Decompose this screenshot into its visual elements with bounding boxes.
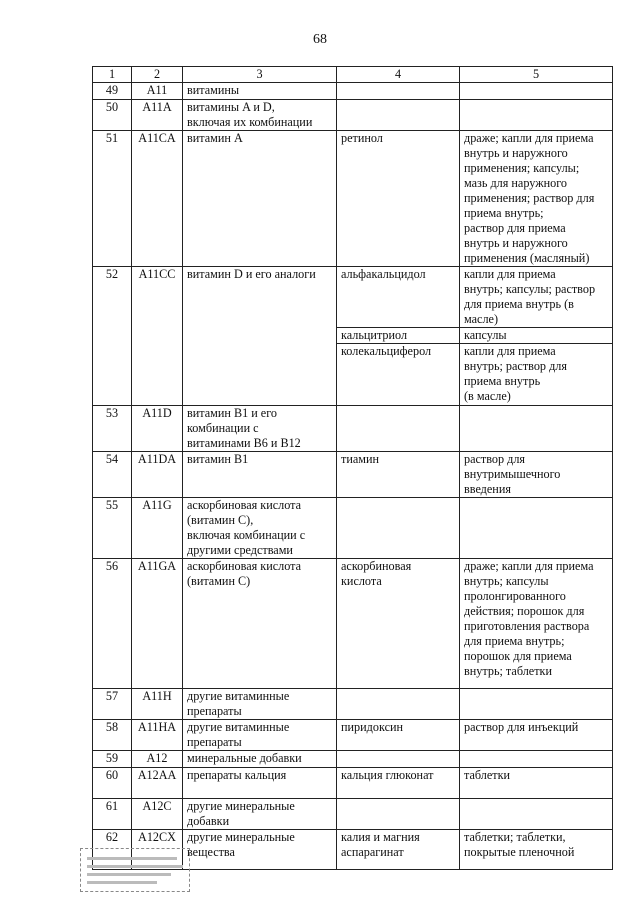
atc-code-cell: A11H [132, 689, 183, 720]
group-name-cell: витамины [183, 83, 337, 100]
substance-name-cell: кальция глюконат [337, 768, 460, 799]
row-number-cell: 50 [93, 100, 132, 131]
table-row [93, 406, 613, 452]
row-number-cell: 58 [93, 720, 132, 751]
dosage-form-cell: капли для приема внутрь; раствор для приема внутрь (в масле) [460, 344, 613, 406]
dosage-form-cell: драже; капли для приема внутрь и наружного применения; капсулы; мазь для наружного применения; раствор для приема внутрь; раствор для приема внутрь и наружного применения (масляный) [460, 131, 613, 267]
dosage-form-cell [460, 751, 613, 768]
substance-name-cell: альфакальцидол [337, 267, 460, 328]
table-row [93, 720, 613, 751]
row-number-cell: 62 [93, 830, 132, 870]
table-row [93, 100, 613, 131]
group-name-cell: другие витаминные препараты [183, 689, 337, 720]
substance-name-cell: аскорбиновая кислота [337, 559, 460, 689]
substance-name-cell: тиамин [337, 452, 460, 498]
group-name-cell: витамин B1 и его комбинации с витаминами B6 и B12 [183, 406, 337, 452]
dosage-form-cell [460, 406, 613, 452]
table-row [93, 452, 613, 498]
group-name-cell: препараты кальция [183, 768, 337, 799]
table-row [93, 498, 613, 559]
atc-code-cell: A11DA [132, 452, 183, 498]
table-row [93, 751, 613, 768]
dosage-form-cell [460, 689, 613, 720]
row-number-cell: 61 [93, 799, 132, 830]
table-row [93, 559, 613, 689]
dosage-form-cell: драже; капли для приема внутрь; капсулы пролонгированного действия; порошок для приготовления раствора для приема внутрь; порошок для приема внутрь; таблетки [460, 559, 613, 689]
substance-name-cell [337, 751, 460, 768]
atc-code-cell: A11HA [132, 720, 183, 751]
row-number-cell: 51 [93, 131, 132, 267]
medication-table [92, 66, 613, 870]
row-number-cell: 57 [93, 689, 132, 720]
substance-name-cell: ретинол [337, 131, 460, 267]
group-name-cell: аскорбиновая кислота (витамин C), включая комбинации с другими средствами [183, 498, 337, 559]
table-body [93, 83, 613, 870]
row-number-cell: 55 [93, 498, 132, 559]
group-name-cell: аскорбиновая кислота (витамин C) [183, 559, 337, 689]
atc-code-cell: A11CA [132, 131, 183, 267]
substance-name-cell [337, 498, 460, 559]
row-number-cell: 52 [93, 267, 132, 406]
header-col-5: 5 [460, 67, 613, 83]
group-name-cell: другие минеральные добавки [183, 799, 337, 830]
substance-name-cell [337, 100, 460, 131]
dosage-form-cell [460, 100, 613, 131]
dosage-form-cell: раствор для внутримышечного введения [460, 452, 613, 498]
row-number-cell: 54 [93, 452, 132, 498]
row-number-cell: 53 [93, 406, 132, 452]
substance-name-cell: калия и магния аспарагинат [337, 830, 460, 870]
header-row [93, 67, 613, 83]
dosage-form-cell [460, 799, 613, 830]
dosage-form-cell: капли для приема внутрь; капсулы; раствор для приема внутрь (в масле) [460, 267, 613, 328]
table-row [93, 131, 613, 267]
substance-name-cell: кальцитриол [337, 328, 460, 344]
row-number-cell: 59 [93, 751, 132, 768]
header-col-3: 3 [183, 67, 337, 83]
atc-code-cell: A11A [132, 100, 183, 131]
header-col-2: 2 [132, 67, 183, 83]
substance-name-cell [337, 406, 460, 452]
row-number-cell: 60 [93, 768, 132, 799]
dosage-form-cell: раствор для инъекций [460, 720, 613, 751]
atc-code-cell: A11GA [132, 559, 183, 689]
dosage-form-cell [460, 498, 613, 559]
group-name-cell: другие минеральные вещества [183, 830, 337, 870]
header-col-4: 4 [337, 67, 460, 83]
registration-stamp [80, 848, 190, 892]
dosage-form-cell [460, 83, 613, 100]
atc-code-cell: A11G [132, 498, 183, 559]
group-name-cell: другие витаминные препараты [183, 720, 337, 751]
group-name-cell: витамин A [183, 131, 337, 267]
table-row [93, 799, 613, 830]
substance-name-cell: колекальциферол [337, 344, 460, 406]
page-number: 68 [313, 32, 327, 47]
substance-name-cell [337, 799, 460, 830]
table-row [93, 689, 613, 720]
dosage-form-cell: таблетки; таблетки, покрытые пленочной [460, 830, 613, 870]
group-name-cell: витамины A и D, включая их комбинации [183, 100, 337, 131]
atc-code-cell: A12CX [132, 830, 183, 870]
atc-code-cell: A11CC [132, 267, 183, 406]
table-row [93, 83, 613, 100]
substance-name-cell [337, 83, 460, 100]
substance-name-cell [337, 689, 460, 720]
group-name-cell: минеральные добавки [183, 751, 337, 768]
atc-code-cell: A12C [132, 799, 183, 830]
substance-name-cell: пиридоксин [337, 720, 460, 751]
row-number-cell: 56 [93, 559, 132, 689]
row-number-cell: 49 [93, 83, 132, 100]
header-col-1: 1 [93, 67, 132, 83]
table-row [93, 267, 613, 328]
dosage-form-cell: капсулы [460, 328, 613, 344]
atc-code-cell: A11 [132, 83, 183, 100]
group-name-cell: витамин D и его аналоги [183, 267, 337, 406]
dosage-form-cell: таблетки [460, 768, 613, 799]
group-name-cell: витамин B1 [183, 452, 337, 498]
atc-code-cell: A11D [132, 406, 183, 452]
atc-code-cell: A12 [132, 751, 183, 768]
atc-code-cell: A12AA [132, 768, 183, 799]
table-row [93, 768, 613, 799]
